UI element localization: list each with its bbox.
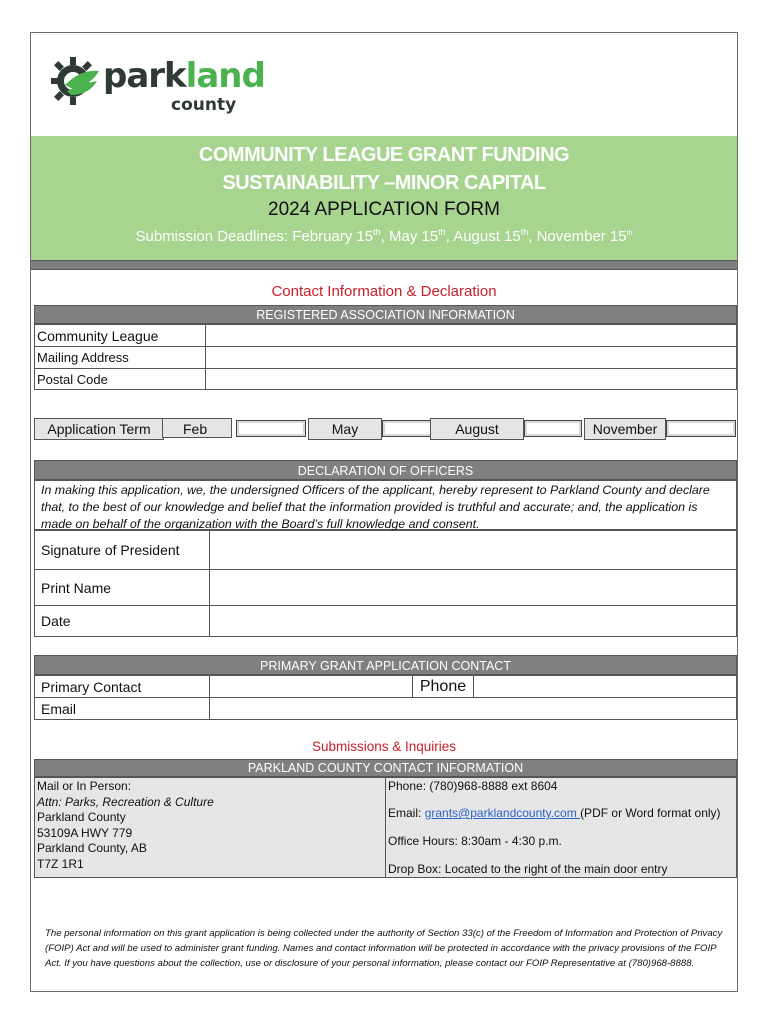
date-field[interactable] xyxy=(210,606,737,637)
office-hours: Office Hours: 8:30am - 4:30 p.m. xyxy=(388,834,562,848)
gear-leaf-icon xyxy=(51,55,101,107)
mail-line: Attn: Parks, Recreation & Culture xyxy=(37,794,214,809)
primary-contact-label: Primary Contact xyxy=(35,676,210,698)
county-contact-header: PARKLAND COUNTY CONTACT INFORMATION xyxy=(34,759,737,777)
title-banner xyxy=(31,136,737,260)
email-link[interactable]: grants@parklandcounty.com xyxy=(424,806,581,820)
term-option-august: August xyxy=(430,418,524,440)
logo-county: county xyxy=(171,95,237,115)
postal-code-field[interactable] xyxy=(206,369,737,390)
print-name-field[interactable] xyxy=(210,570,737,606)
mail-line: Parkland County, AB xyxy=(37,841,147,856)
phone-field[interactable] xyxy=(474,676,737,698)
primary-contact-header: PRIMARY GRANT APPLICATION CONTACT xyxy=(34,655,737,675)
application-term-row xyxy=(34,418,737,440)
term-option-november: November xyxy=(584,418,666,440)
mail-line: 53109A HWY 779 xyxy=(37,825,133,840)
county-email-line xyxy=(388,806,721,820)
deadline-sup: th xyxy=(373,227,381,237)
deadline-text: , August 15 xyxy=(445,228,521,245)
banner-form-title: 2024 APPLICATION FORM xyxy=(268,199,500,220)
term-option-may: May xyxy=(308,418,382,440)
email-label: Email xyxy=(35,698,210,720)
declaration-header: DECLARATION OF OFFICERS xyxy=(34,460,737,480)
mailing-address-field[interactable] xyxy=(206,347,737,369)
signature-of-president-label: Signature of President xyxy=(35,531,210,570)
foip-privacy-notice: The personal information on this grant application is being collected under the authority of Section 33(c) of the Freedom of Information and Protection of Privacy (FOIP) Act and will be used to administer grant funding. Names and contact information will be protected in accordance with the privacy provisions of the FOIP Act. If you have questions about the collection, use or disclosure of your personal information, please contact our FOIP Representative at (780)968-8888. xyxy=(45,928,723,969)
registered-association-table xyxy=(34,324,737,390)
email-prefix: Email: xyxy=(388,806,425,820)
banner-title-line2: SUSTAINABILITY –MINOR CAPITAL xyxy=(222,172,546,194)
contact-section-title: Contact Information & Declaration xyxy=(271,283,497,300)
august-checkbox[interactable] xyxy=(524,420,582,437)
deadline-sup: th xyxy=(520,227,529,237)
deadlines-prefix: Submission Deadlines: February 15 xyxy=(135,228,374,245)
email-suffix: (PDF or Word format only) xyxy=(580,806,721,820)
feb-checkbox[interactable] xyxy=(236,420,306,437)
signature-of-president-field[interactable] xyxy=(210,531,737,570)
print-name-label: Print Name xyxy=(35,570,210,606)
declaration-text: In making this application, we, the undersigned Officers of the applicant, hereby represent to Parkland County and declare that, to the best of our knowledge and belief that the information provided is truthful and accurate; and, the application is made on behalf of the organization with the Board’s full knowledge and consent. xyxy=(34,480,737,530)
november-checkbox[interactable] xyxy=(666,420,736,437)
county-contact-box xyxy=(34,777,737,878)
postal-code-label: Postal Code xyxy=(35,369,206,390)
email-field[interactable] xyxy=(210,698,737,720)
county-phone: Phone: (780)968-8888 ext 8604 xyxy=(388,779,558,793)
logo-word-land: land xyxy=(185,56,265,96)
banner-divider xyxy=(31,260,737,270)
date-label: Date xyxy=(35,606,210,637)
community-league-field[interactable] xyxy=(206,325,737,347)
deadline-sup: th xyxy=(626,230,633,237)
application-term-label: Application Term xyxy=(34,418,164,440)
mailing-info xyxy=(35,778,385,877)
primary-contact-field[interactable] xyxy=(210,676,413,698)
mail-line: T7Z 1R1 xyxy=(37,856,84,871)
declaration-signature-table xyxy=(34,530,737,637)
mail-line: Mail or In Person: xyxy=(37,779,132,793)
deadline-sup: th xyxy=(438,227,446,237)
submission-deadlines xyxy=(31,227,737,245)
phone-label: Phone xyxy=(413,676,474,698)
community-league-label: Community League xyxy=(35,325,206,347)
primary-contact-table xyxy=(34,675,737,720)
parkland-county-logo xyxy=(51,55,265,125)
registered-association-header: REGISTERED ASSOCIATION INFORMATION xyxy=(34,305,737,324)
application-form-page xyxy=(30,32,738,992)
logo-wordmark xyxy=(103,56,265,96)
banner-title-line1: COMMUNITY LEAGUE GRANT FUNDING xyxy=(198,144,570,166)
drop-box-info: Drop Box: Located to the right of the main door entry xyxy=(388,862,668,876)
mailing-address-label: Mailing Address xyxy=(35,347,206,369)
mail-line: Parkland County xyxy=(37,810,126,825)
deadline-text: , May 15 xyxy=(380,228,439,245)
term-option-feb: Feb xyxy=(162,418,232,438)
contact-details xyxy=(385,778,737,877)
logo-word-park: park xyxy=(103,56,186,96)
deadline-text: , November 15 xyxy=(528,228,627,245)
submissions-title: Submissions & Inquiries xyxy=(311,739,457,754)
